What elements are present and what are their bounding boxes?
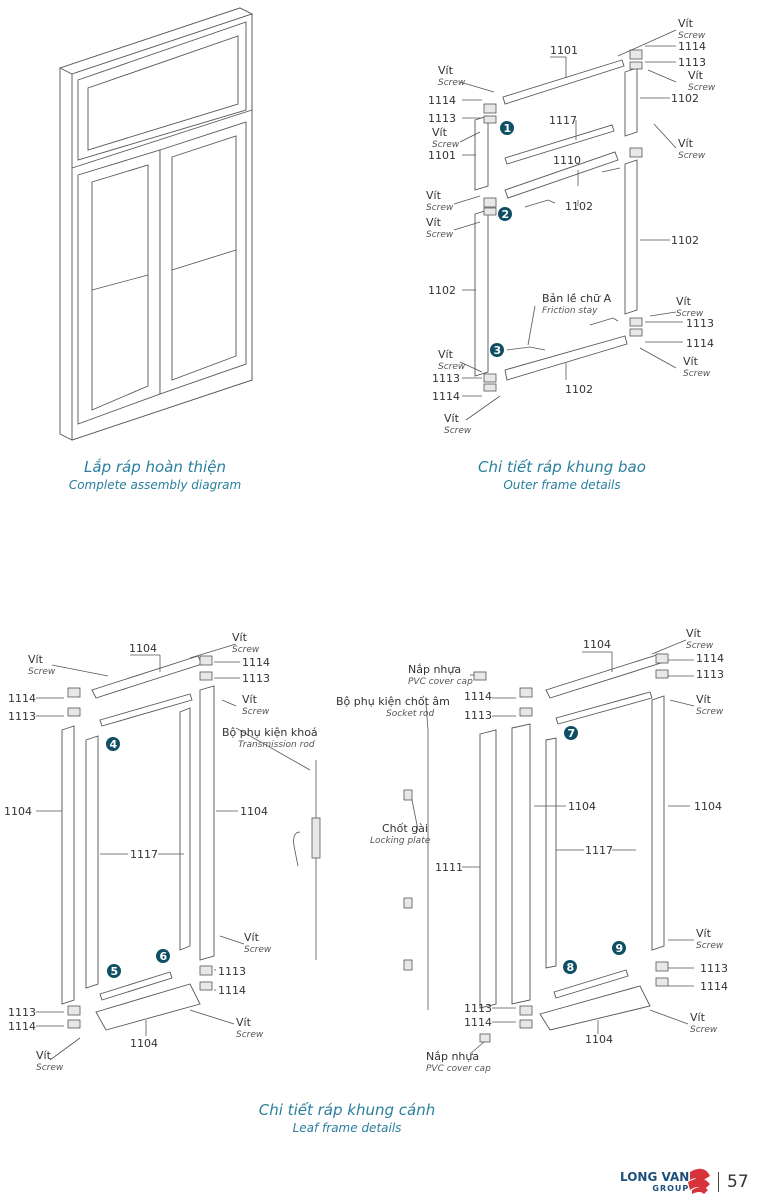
brand-group: GROUP (652, 1184, 690, 1193)
label-screw-vn: Vít (232, 631, 247, 644)
label-screw-en: Screw (232, 645, 260, 655)
label-screw-en: Screw (236, 1030, 264, 1040)
label-screw-vn: Vít (686, 627, 701, 640)
label-1114: 1114 (686, 337, 714, 350)
label-1114: 1114 (8, 1020, 36, 1033)
label-screw-vn: Vít (242, 693, 257, 706)
friction-stay-vn: Bản lề chữ A (542, 292, 612, 305)
label-1101-top: 1101 (550, 44, 578, 57)
caption-outer-en: Outer frame details (503, 478, 621, 492)
pvc-cap-en: PVC cover cap (408, 677, 473, 687)
label-screw-en: Screw (438, 78, 466, 88)
caption-assembly-en: Complete assembly diagram (68, 478, 242, 492)
label-screw-vn: Vít (690, 1011, 705, 1024)
label-screw-vn: Vít (432, 126, 447, 139)
label-1113: 1113 (464, 709, 492, 722)
badge-6: 6 (159, 950, 168, 963)
label-screw-vn: Vít (678, 137, 693, 150)
label-screw-en: Screw (690, 1025, 718, 1035)
label-screw-vn: Vít (438, 64, 453, 77)
label-1113: 1113 (428, 112, 456, 125)
label-screw-vn: Vít (444, 412, 459, 425)
label-screw-vn: Vít (426, 216, 441, 229)
label-screw-vn: Vít (236, 1016, 251, 1029)
badge-9: 9 (615, 942, 624, 955)
label-1114: 1114 (218, 984, 246, 997)
locking-plate-vn: Chốt gài (382, 822, 428, 835)
label-1111: 1111 (435, 861, 463, 874)
label-screw-en: Screw (242, 707, 270, 717)
label-1104-left: 1104 (4, 805, 32, 818)
label-screw-vn: Vít (696, 927, 711, 940)
label-screw-vn: Vít (438, 348, 453, 361)
label-1113: 1113 (464, 1002, 492, 1015)
outer-frame-drawing (454, 30, 683, 420)
label-1102-stile: 1102 (428, 284, 456, 297)
label-1113: 1113 (678, 56, 706, 69)
label-1114: 1114 (428, 94, 456, 107)
badge-8: 8 (566, 961, 575, 974)
badge-3: 3 (493, 344, 502, 357)
label-1104-bottom: 1104 (130, 1037, 158, 1050)
label-1117: 1117 (130, 848, 158, 861)
label-screw-en: Screw (36, 1063, 64, 1073)
label-1113: 1113 (218, 965, 246, 978)
label-screw-vn: Vít (426, 189, 441, 202)
transmission-rod-en: Transmission rod (238, 740, 315, 750)
brand-title: LONG VAN (620, 1170, 690, 1184)
label-1102-bottom: 1102 (565, 383, 593, 396)
label-1102-right-lower: 1102 (671, 234, 699, 247)
label-screw-vn: Vít (244, 931, 259, 944)
label-1113: 1113 (8, 710, 36, 723)
brand-name (620, 1172, 689, 1194)
badge-4: 4 (109, 738, 118, 751)
label-screw-en: Screw (28, 667, 56, 677)
label-1114: 1114 (464, 1016, 492, 1029)
label-screw-en: Screw (432, 140, 460, 150)
label-1113: 1113 (8, 1006, 36, 1019)
label-1110: 1110 (553, 154, 581, 167)
label-screw-en: Screw (678, 151, 706, 161)
label-1113: 1113 (432, 372, 460, 385)
caption-assembly-vn: Lắp ráp hoàn thiện (84, 458, 226, 476)
pvc-cap-vn: Nắp nhựa (426, 1050, 480, 1063)
label-screw-en: Screw (686, 641, 714, 651)
label-screw-vn: Vít (28, 653, 43, 666)
label-1117: 1117 (585, 844, 613, 857)
badge-2: 2 (501, 208, 510, 221)
label-screw-en: Screw (696, 941, 724, 951)
pvc-cap-en: PVC cover cap (426, 1064, 491, 1074)
socket-rod-vn: Bộ phụ kiện chốt âm (336, 695, 450, 708)
label-1113: 1113 (242, 672, 270, 685)
label-screw-vn: Vít (678, 17, 693, 30)
label-1113: 1113 (696, 668, 724, 681)
caption-leaf-vn: Chi tiết ráp khung cánh (258, 1101, 436, 1119)
label-screw-vn: Vít (696, 693, 711, 706)
label-screw-vn: Vít (688, 69, 703, 82)
caption-leaf-en: Leaf frame details (292, 1121, 402, 1135)
locking-plate-en: Locking plate (370, 836, 431, 846)
label-1104-top: 1104 (583, 638, 611, 651)
label-1102: 1102 (565, 200, 593, 213)
label-1102-right: 1102 (671, 92, 699, 105)
label-screw-en: Screw (683, 369, 711, 379)
socket-rod-en: Socket rod (386, 709, 435, 719)
label-screw-en: Screw (244, 945, 272, 955)
label-screw-en: Screw (426, 203, 454, 213)
label-1117: 1117 (549, 114, 577, 127)
caption-outer-vn: Chi tiết ráp khung bao (478, 458, 646, 476)
page-number: 57 (718, 1172, 749, 1192)
label-screw-en: Screw (688, 83, 716, 93)
label-screw-en: Screw (696, 707, 724, 717)
label-1114: 1114 (700, 980, 728, 993)
label-screw-vn: Vít (683, 355, 698, 368)
label-1104-right: 1104 (240, 805, 268, 818)
label-screw-en: Screw (426, 230, 454, 240)
badge-1: 1 (503, 122, 512, 135)
label-1104-top: 1104 (129, 642, 157, 655)
label-screw-en: Screw (444, 426, 472, 436)
friction-stay-en: Friction stay (542, 306, 598, 316)
label-screw-en: Screw (678, 31, 706, 41)
label-1114: 1114 (678, 40, 706, 53)
label-screw-en: Screw (438, 362, 466, 372)
brand-logo-icon (688, 1169, 710, 1194)
label-1114: 1114 (242, 656, 270, 669)
complete-assembly-drawing (60, 8, 252, 440)
label-1114: 1114 (8, 692, 36, 705)
label-screw-vn: Vít (676, 295, 691, 308)
label-1113: 1113 (700, 962, 728, 975)
label-1104-mid: 1104 (568, 800, 596, 813)
pvc-cap-vn: Nắp nhựa (408, 663, 462, 676)
label-1114: 1114 (432, 390, 460, 403)
leaf-frame-left-drawing (36, 644, 320, 1060)
label-1114: 1114 (464, 690, 492, 703)
badge-5: 5 (110, 965, 119, 978)
label-1113: 1113 (686, 317, 714, 330)
label-1104-bottom: 1104 (585, 1033, 613, 1046)
badge-7: 7 (567, 727, 576, 740)
label-1114: 1114 (696, 652, 724, 665)
label-1104-right: 1104 (694, 800, 722, 813)
transmission-rod-vn: Bộ phụ kiện khoá (222, 726, 318, 739)
label-screw-vn: Vít (36, 1049, 51, 1062)
label-1101-stile: 1101 (428, 149, 456, 162)
label-screw-en: Screw (676, 309, 704, 319)
